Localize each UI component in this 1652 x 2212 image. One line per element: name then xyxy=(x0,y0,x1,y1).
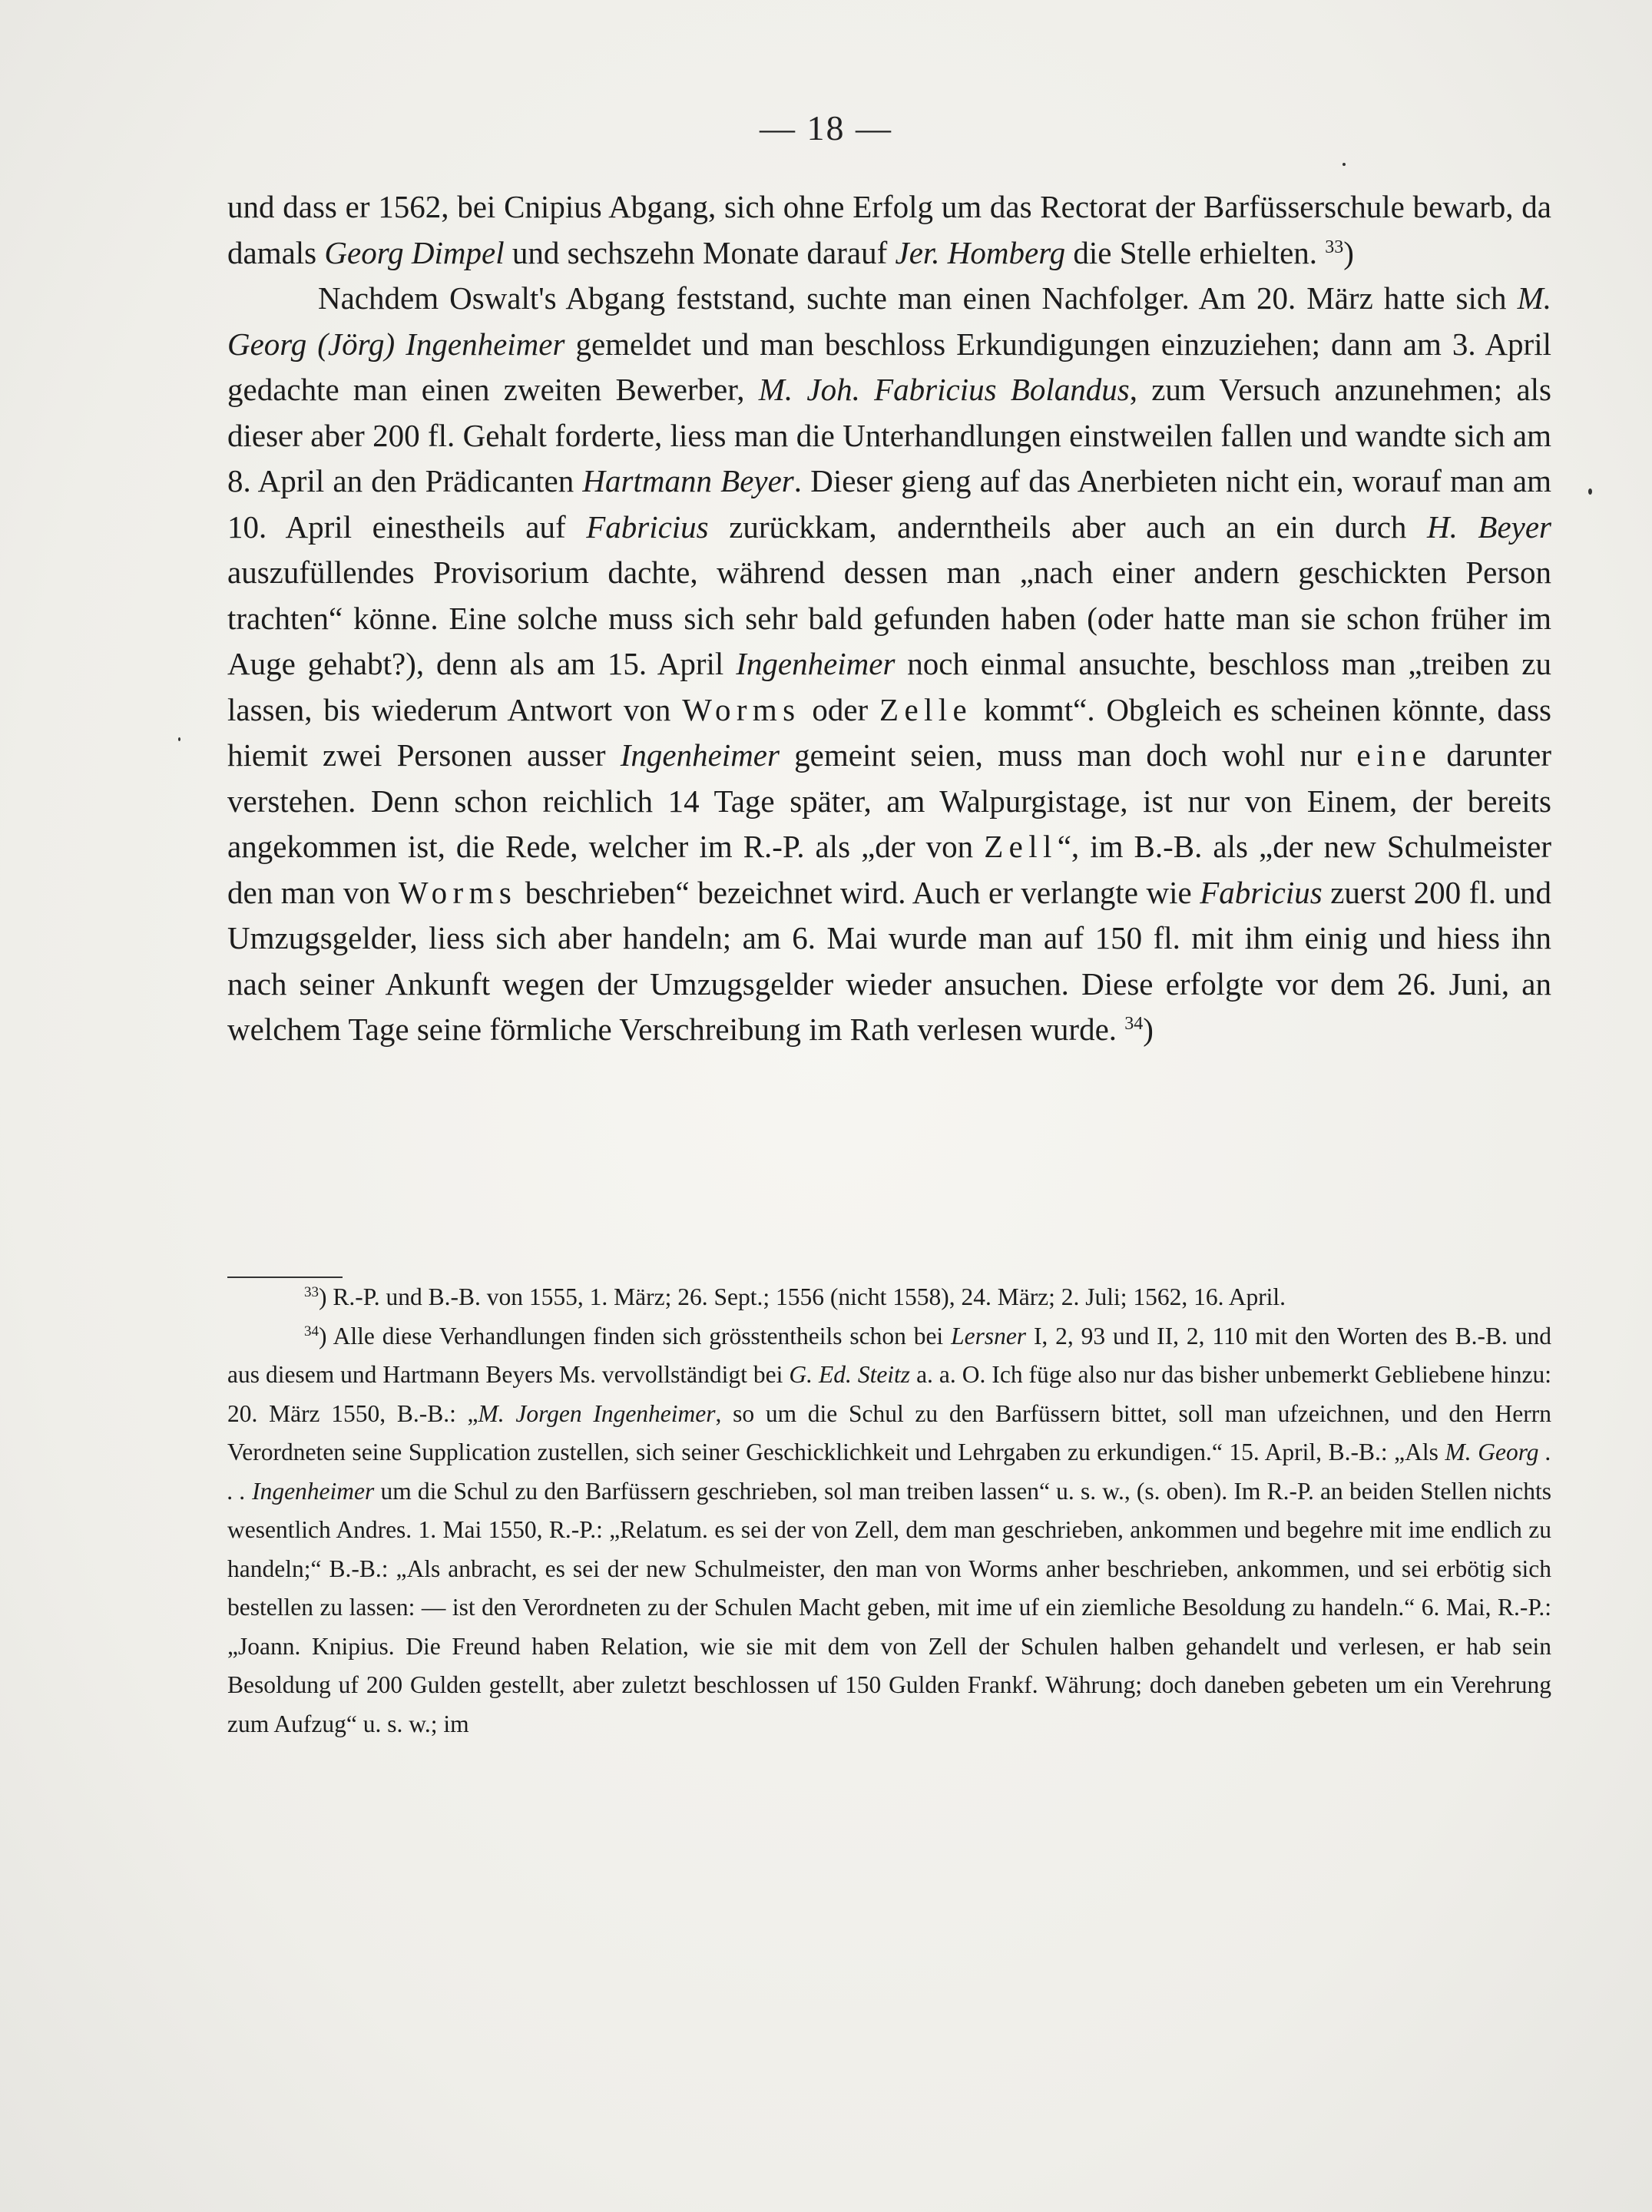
italic-name: Georg Dimpel xyxy=(324,234,505,270)
text-run: ) R.-P. und B.-B. von 1555, 1. März; 26. Sept.; 1556 (nicht 1558), 24. März; 2. Juli; 1562, 16. April. xyxy=(319,1283,1286,1310)
text-run: gemeldet und man beschloss Erkundigungen einzuziehen; dann am 3. April gedachte man einen zweiten Bewerber, xyxy=(227,326,1551,407)
text-run: noch einmal ansuchte, beschloss man „treiben zu lassen, bis wiederum Antwort von xyxy=(227,646,1551,727)
text-run: , zum Versuch anzunehmen; als dieser aber 200 fl. Gehalt forderte, liess man die Unterhandlungen einstweilen fallen und wandte sich am 8. April an den Prädicanten xyxy=(227,372,1551,498)
footnote-33 xyxy=(227,1278,1551,1317)
text-run: gemeint seien, muss man doch wohl nur xyxy=(779,737,1357,773)
italic-name: Fabricius xyxy=(1200,874,1323,910)
scan-speck xyxy=(178,737,180,741)
text-run: auszufüllendes Provisorium dachte, während dessen man „nach einer andern geschickten Person trachten“ könne. Eine solche muss sich sehr bald gefunden haben (oder hatte man sie schon früher im Auge gehabt?), denn als am 15. April xyxy=(227,555,1551,681)
text-run: und dass er 1562, bei Cnipius Abgang, sich ohne Erfolg um das Rectorat der Barfüsserschule bewarb, da damals xyxy=(227,189,1551,270)
text-run: eine xyxy=(1356,737,1432,773)
text-run: beschrieben“ bezeichnet wird. Auch er verlangte wie xyxy=(517,874,1200,910)
text-run: Worms xyxy=(682,691,801,727)
text-run: , so um die Schul zu den Barfüssern bittet, soll man ufzeichnen, und den Herrn Verordneten seine Supplication zustellen, sich seiner Geschicklichkeit und Lehrgaben zu erkundigen.“ 15. April, B.-B.: „Als xyxy=(227,1399,1551,1465)
text-run: Worms xyxy=(398,874,518,910)
italic-name: M. Jorgen Ingenheimer xyxy=(478,1399,716,1427)
paragraph-1 xyxy=(227,184,1551,276)
text-run: “, im B.-B. als „der new Schulmeister den man von xyxy=(227,829,1551,910)
scan-speck xyxy=(1342,163,1346,166)
italic-name: H. Beyer xyxy=(1426,508,1551,545)
italic-name: M. Georg . . . Ingenheimer xyxy=(227,1439,1551,1505)
italic-name: Fabricius xyxy=(586,508,709,545)
text-run: und sechszehn Monate darauf xyxy=(504,234,896,270)
italic-name: M. Georg (Jörg) Ingenheimer xyxy=(227,280,1551,362)
text-run: Zelle xyxy=(879,691,973,727)
main-text xyxy=(227,184,1551,1053)
text-run: . Dieser gieng auf das Anerbieten nicht ein, worauf man am 10. April einestheils auf xyxy=(227,463,1551,545)
text-run: a. a. O. Ich füge also nur das bisher unbemerkt Gebliebene hinzu: 20. März 1550, B.-B.: „ xyxy=(227,1361,1551,1427)
text-run: kommt“. Obgleich es scheinen könnte, dass hiemit zwei Personen ausser xyxy=(227,691,1551,773)
italic-name: G. Ed. Steitz xyxy=(789,1361,911,1388)
footnote-marker: 34 xyxy=(304,1323,319,1339)
text-run: darunter verstehen. Denn schon reichlich 14 Tage später, am Walpurgistage, ist nur von Einem, der bereits angekommen ist, die Rede, welcher im R.-P. als „der von xyxy=(227,737,1551,864)
footnote-marker: 33 xyxy=(1325,237,1344,257)
text-run: ) xyxy=(1343,234,1354,270)
text-run: Nachdem Oswalt's Abgang feststand, suchte man einen Nachfolger. Am 20. März hatte sich xyxy=(318,280,1518,316)
text-run: die Stelle erhielten. xyxy=(1065,234,1326,270)
scan-speck xyxy=(1588,488,1592,495)
italic-name: Lersner xyxy=(951,1322,1027,1349)
text-run: zurückkam, anderntheils aber auch an ein durch xyxy=(708,508,1427,545)
text-run: ) xyxy=(1143,1012,1154,1047)
text-run: um die Schul zu den Barfüssern geschrieben, sol man treiben lassen“ u. s. w., (s. oben). Im R.-P. an beiden Stellen nichts wesentlich Andres. 1. Mai 1550, R.-P.: „Relatum. es sei der von Zell, dem man geschrieben, ankommen und begehre mit ime endlich zu handeln;“ B.-B.: „Als anbracht, es sei der new Schulmeister, den man von Worms anher beschrieben, ankommen, und sei erbötig sich bestellen zu lassen: — ist den Verordneten zu der Schulen Macht geben, mit ime uf ein ziemliche Besoldung zu handeln.“ 6. Mai, R.-P.: „Joann. Knipius. Die Freund haben Relation, wie sie mit dem von Zell der Schulen halben gehandelt und verlesen, er hab sein Besoldung uf 200 Gulden gestellt, aber zuletzt beschlossen uf 150 Gulden Frankf. Währung; doch daneben gebeten um ein Verehrung zum Aufzug“ u. s. w.; im xyxy=(227,1477,1551,1737)
paragraph-2 xyxy=(227,276,1551,1053)
footnote-marker: 34 xyxy=(1124,1014,1144,1034)
text-run: oder xyxy=(800,691,880,727)
italic-name: M. Joh. Fabricius Bolandus xyxy=(758,372,1130,407)
text-run: Zell xyxy=(984,829,1058,864)
footnote-marker: 33 xyxy=(304,1284,319,1300)
italic-name: Hartmann Beyer xyxy=(582,463,794,498)
text-run: ) Alle diese Verhandlungen finden sich grösstentheils schon bei xyxy=(319,1322,952,1349)
footnote-34 xyxy=(227,1317,1551,1744)
italic-name: Ingenheimer xyxy=(620,737,780,773)
page-number: — 18 — xyxy=(760,108,892,147)
text-run: zuerst 200 fl. und Umzugsgelder, liess sich aber handeln; am 6. Mai wurde man auf 150 fl. mit ihm einig und hiess ihn nach seiner Ankunft wegen der Umzugsgelder wieder ansuchen. Diese erfolgte vor dem 26. Juni, an welchem Tage seine förmliche Verschreibung im Rath verlesen wurde. xyxy=(227,874,1551,1047)
italic-name: Ingenheimer xyxy=(736,646,896,681)
footnotes xyxy=(227,1278,1551,1743)
text-run: I, 2, 93 und II, 2, 110 mit den Worten des B.-B. und aus diesem und Hartmann Beyers Ms. vervollständigt bei xyxy=(227,1322,1551,1388)
italic-name: Jer. Homberg xyxy=(895,234,1066,270)
